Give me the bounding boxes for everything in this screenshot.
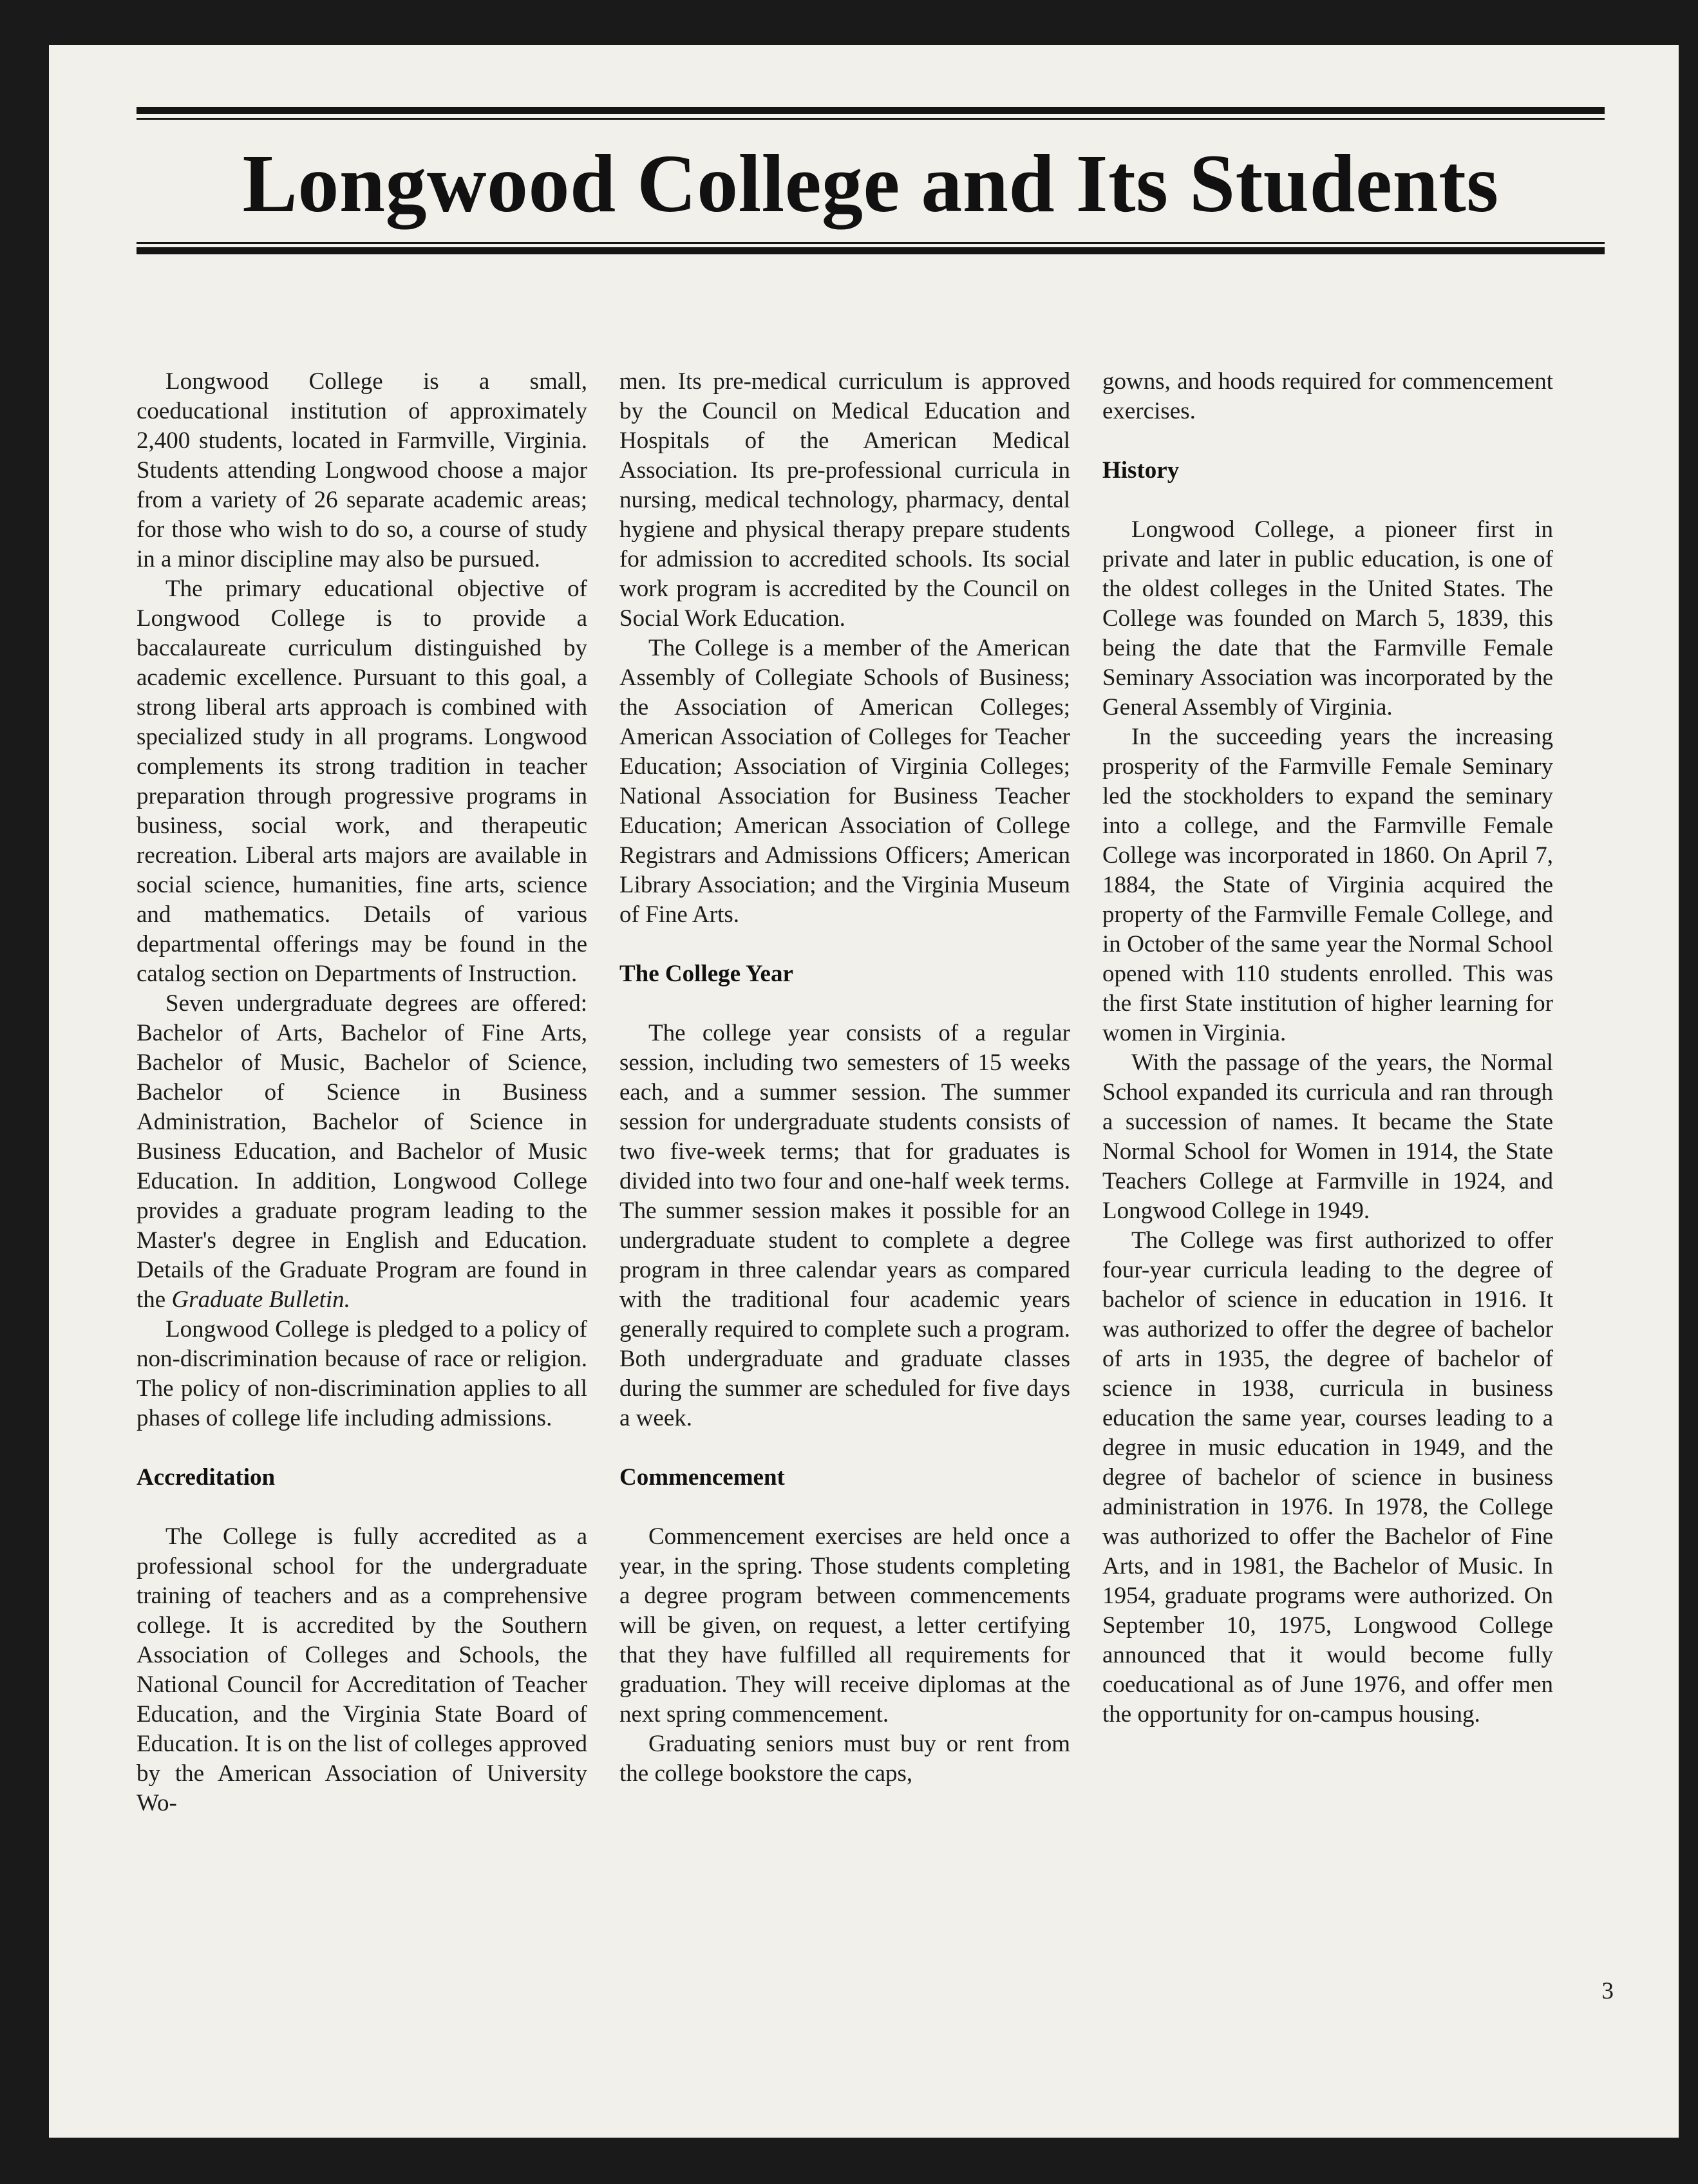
paragraph: Graduating seniors must buy or rent from the college bookstore the caps,: [619, 1731, 1070, 1787]
page-number: 3: [1601, 1978, 1614, 2004]
column-1: [137, 367, 587, 1818]
paragraph: [137, 989, 587, 1315]
column-3: [1102, 367, 1553, 1729]
paragraph: The College is fully accredited as a professional school for the undergraduate training of teachers and as a comprehensive college. It is accredited by the Southern Association of Colleges and Schools, the National Council for Accreditation of Teacher Education, and the Virginia State Board of Education. It is on the list of colleges approved by the American Association of University Wo-: [137, 1523, 587, 1816]
paragraph: gowns, and hoods required for commencement exercises.: [1102, 368, 1553, 424]
paragraph: men. Its pre-medical curriculum is approved by the Council on Medical Education and Hospitals of the American Medical Association. Its pre-professional curricula in nursing, medical technology, pharmacy, dental hygiene and physical therapy prepare students for admission to accredited schools. Its social work program is accredited by the Council on Social Work Education.: [619, 368, 1070, 632]
title-rule-bottom-thin: [137, 242, 1605, 244]
paragraph: The primary educational objective of Longwood College is to provide a baccalaureate curriculum distinguished by academic excellence. Pursuant to this goal, a strong liberal arts approach is combined with specialized study in all programs. Longwood complements its strong tradition in teacher preparation through progressive programs in business, social work, and therapeutic recreation. Liberal arts majors are available in social science, humanities, fine arts, science and mathematics. Details of various departmental offerings may be found in the catalog section on Departments of Instruction.: [137, 576, 587, 987]
section-heading-commencement: Commencement: [619, 1464, 785, 1491]
title-rule-bottom: [137, 247, 1605, 254]
catalog-page: [49, 45, 1679, 2138]
paragraph-text: Seven undergraduate degrees are offered: Bachelor of Arts, Bachelor of Fine Arts, Bachelor of Music, Bachelor of Science, Bachelor of Science in Business Administration, Bachelor of Science in Business Education, and Bachelor of Music Education. In addition, Longwood College provides a graduate program leading to the Master's degree in English and Education. Details of the Graduate Program are found in the: [137, 990, 587, 1313]
paragraph: In the succeeding years the increasing prosperity of the Farmville Female Seminary led the stockholders to expand the seminary into a college, and the Farmville Female College was incorporated in 1860. On April 7, 1884, the State of Virginia acquired the property of the Farmville Female College, and in October of the same year the Normal School opened with 110 students enrolled. This was the first State institution of higher learning for women in Virginia.: [1102, 724, 1553, 1046]
column-2: [619, 367, 1070, 1789]
page-title: Longwood College and Its Students: [242, 138, 1499, 229]
paragraph: The College is a member of the American Assembly of Collegiate Schools of Business; the Association of American Colleges; American Association of Colleges for Teacher Education; Association of Virginia Colleges; National Association for Business Teacher Education; American Association of College Registrars and Admissions Officers; American Library Association; and the Virginia Museum of Fine Arts.: [619, 635, 1070, 928]
section-heading-history: History: [1102, 457, 1180, 484]
paragraph: The college year consists of a regular session, including two semesters of 15 weeks each, and a summer session. The summer session for undergraduate students consists of two five-week terms; that for graduates is divided into two four and one-half week terms. The summer session makes it possible for an undergraduate student to complete a degree program in three calendar years as compared with the traditional four academic years generally required to complete such a program. Both undergraduate and graduate classes during the summer are scheduled for five days a week.: [619, 1020, 1070, 1431]
paragraph: Longwood College is pledged to a policy of non-discrimination because of race or religion. The policy of non-discrimination applies to all phases of college life including admissions.: [137, 1316, 587, 1431]
paragraph: Commencement exercises are held once a year, in the spring. Those students completing a degree program between commencements will be given, on request, a letter certifying that they have fulfilled all requirements for graduation. They will receive diplomas at the next spring commencement.: [619, 1523, 1070, 1727]
section-heading-accreditation: Accreditation: [137, 1464, 276, 1491]
section-heading-college-year: The College Year: [619, 961, 793, 987]
title-rule-top: [137, 107, 1605, 114]
title-rule-top-thin: [137, 118, 1605, 120]
paragraph: Longwood College is a small, coeducational institution of approximately 2,400 students, located in Farmville, Virginia. Students attending Longwood choose a major from a variety of 26 separate academic areas; for those who wish to do so, a course of study in a minor discipline may also be pursued.: [137, 368, 587, 572]
paragraph: Longwood College, a pioneer first in private and later in public education, is one of the oldest colleges in the United States. The College was founded on March 5, 1839, this being the date that the Farmville Female Seminary Association was incorporated by the General Assembly of Virginia.: [1102, 516, 1553, 720]
paragraph: With the passage of the years, the Normal School expanded its curricula and ran through a succession of names. It became the State Normal School for Women in 1914, the State Teachers College at Farmville in 1924, and Longwood College in 1949.: [1102, 1050, 1553, 1224]
graduate-bulletin-title: Graduate Bulletin.: [171, 1286, 350, 1313]
paragraph: The College was first authorized to offer four-year curricula leading to the degree of bachelor of science in education in 1916. It was authorized to offer the degree of bachelor of arts in 1935, the degree of bachelor of science in 1938, curricula in business education the same year, courses leading to a degree in music education in 1949, and the degree of bachelor of science in business administration in 1976. In 1978, the College was authorized to offer the Bachelor of Fine Arts, and in 1981, the Bachelor of Music. In 1954, graduate programs were authorized. On September 10, 1975, Longwood College announced that it would become fully coeducational as of June 1976, and offer men the opportunity for on-campus housing.: [1102, 1227, 1553, 1727]
